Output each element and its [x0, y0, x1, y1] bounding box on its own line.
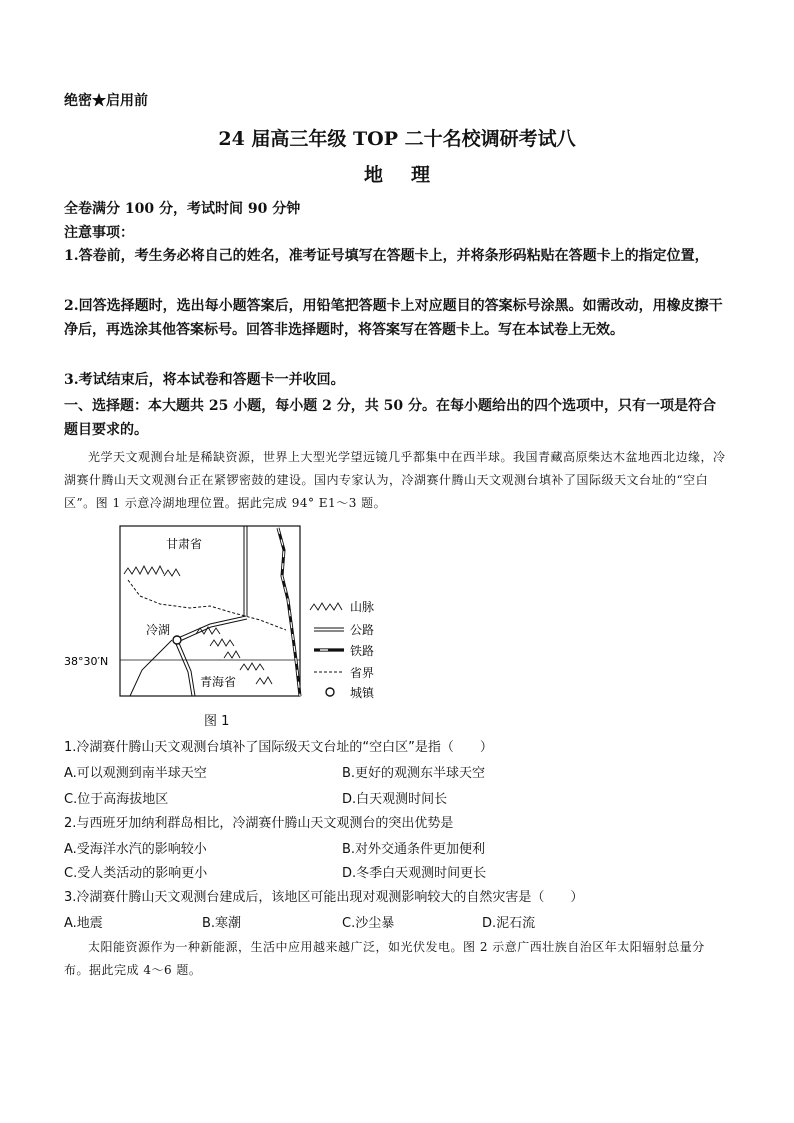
- question-3-option-a: A.地震: [64, 916, 103, 931]
- question-3-option-c: C.沙尘暴: [342, 916, 395, 931]
- question-3-option-d: D.泥石流: [482, 916, 536, 931]
- highway-south: [176, 644, 192, 696]
- question-2-stem: 2.与西班牙加纳利群岛相比，冷湖赛什腾山天文观测台的突出优势是: [64, 816, 454, 831]
- passage-2: 太阳能资源作为一种新能源，生活中应用越来越广泛，如光伏发电。图 2 示意广西壮族自治区年太阳辐射总量分布。据此完成 4～6 题。: [64, 940, 705, 977]
- legend: [310, 600, 375, 700]
- notice-2: 2.回答选择题时，选出每小题答案后，用铅笔把答题卡上对应题目的答案标号涂黑。如需改动，用橡皮擦干净后，再选涂其他答案标号。回答非选择题时，将答案写在答题卡上。写在本试卷上无效。: [64, 298, 723, 338]
- legend-town-symbol: [326, 688, 334, 696]
- legend-highway: 公路: [350, 623, 375, 637]
- figure-1-map: [60, 520, 420, 702]
- label-gansu: 甘肃省: [166, 537, 203, 551]
- question-3-stem: 3.冷湖赛什腾山天文观测台建成后，该地区可能出现对观测影响较大的自然灾害是（ ）: [64, 890, 584, 905]
- label-qinghai: 青海省: [200, 675, 237, 689]
- passage-1: 光学天文观测台址是稀缺资源，世界上大型光学望远镜几乎都集中在西半球。我国青藏高原柴达木盆地西北边缘，冷湖赛什腾山天文观测台正在紧锣密鼓的建设。国内专家认为，冷湖赛什腾山天文观测台填补了国际级天文台址的“空白区”。图 1 示意冷湖地理位置。据此完成 94° E1～3 题。: [64, 450, 726, 510]
- legend-mountain-symbol: [310, 603, 342, 610]
- figure-1-caption: 图 1: [204, 714, 230, 729]
- score-time: 全卷满分 100 分，考试时间 90 分钟: [64, 201, 301, 217]
- question-3-option-b: B.寒潮: [202, 916, 242, 931]
- notice-title: 注意事项：: [64, 225, 134, 241]
- legend-border: 省界: [350, 666, 375, 680]
- highway-southwest: [130, 640, 172, 696]
- map-frame: [120, 526, 300, 696]
- label-lenghu: 冷湖: [146, 623, 171, 637]
- mountain-range-north: [124, 566, 180, 576]
- question-2-option-d: D.冬季白天观测时间更长: [342, 866, 487, 881]
- label-latitude: 38°30′N: [64, 655, 109, 668]
- notice-3: 3.考试结束后，将本试卷和答题卡一并收回。: [64, 372, 345, 388]
- legend-railway: 铁路: [350, 644, 375, 658]
- question-1-option-a: A.可以观测到南半球天空: [64, 766, 207, 781]
- question-2-option-b: B.对外交通条件更加便利: [342, 842, 486, 857]
- question-1-stem: 1.冷湖赛什腾山天文观测台填补了国际级天文台址的“空白区”是指（ ）: [64, 740, 493, 755]
- question-1-option-d: D.白天观测时间长: [342, 792, 448, 807]
- question-1-option-c: C.位于高海拔地区: [64, 792, 169, 807]
- legend-mountain: 山脉: [350, 600, 375, 614]
- notice-1: 1.答卷前，考生务必将自己的姓名，准考证号填写在答题卡上，并将条形码粘贴在答题卡上的指定位置，: [64, 248, 709, 264]
- question-1-option-b: B.更好的观测东半球天空: [342, 766, 486, 781]
- section-heading: 一、选择题：本大题共 25 小题，每小题 2 分，共 50 分。在每小题给出的四个选项中，只有一项是符合题目要求的。: [64, 398, 716, 438]
- town-lenghu-marker: [173, 636, 181, 644]
- legend-town: 城镇: [350, 686, 375, 700]
- confidential-label: 绝密★启用前: [64, 93, 148, 109]
- question-2-option-a: A.受海洋水汽的影响较小: [64, 842, 207, 857]
- question-2-option-c: C.受人类活动的影响更小: [64, 866, 208, 881]
- exam-title: 24 届高三年级 TOP 二十名校调研考试八: [218, 128, 576, 150]
- subject-title: 地理: [363, 164, 458, 186]
